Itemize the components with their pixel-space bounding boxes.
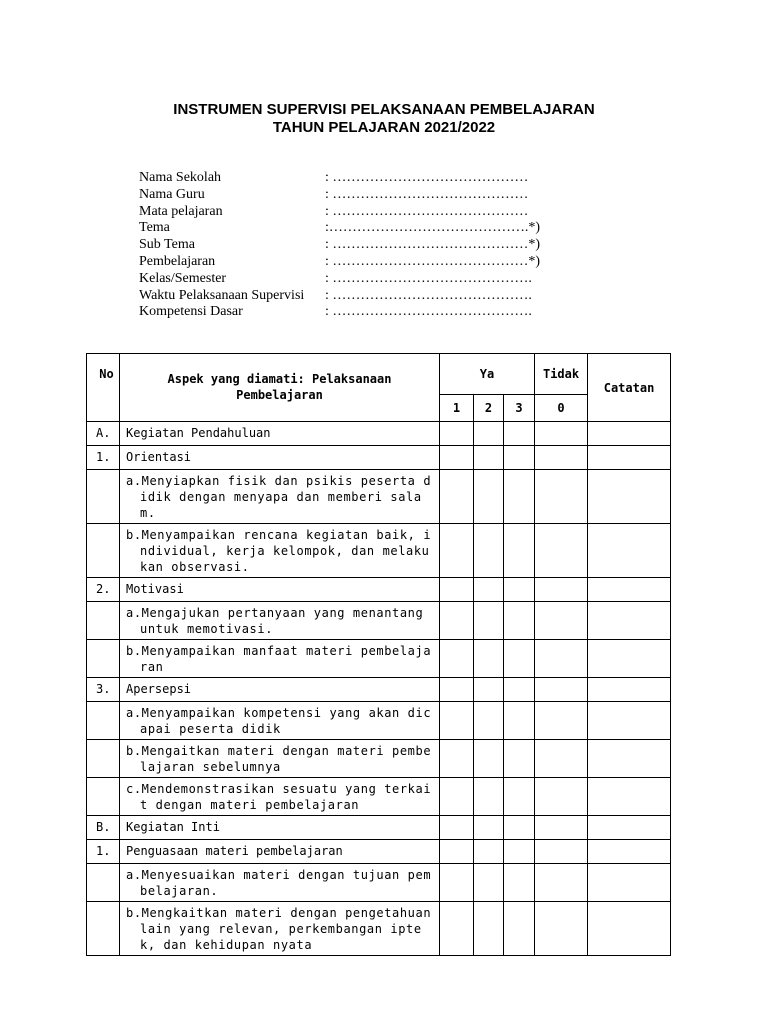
info-row-pembelajaran [139, 254, 540, 271]
row-number [87, 524, 120, 578]
info-label: Sub Tema [139, 237, 195, 253]
score-cell[interactable] [504, 816, 535, 840]
score-cell[interactable] [474, 446, 504, 470]
info-row-kelas-semester [139, 271, 540, 288]
score-cell[interactable] [504, 864, 535, 902]
note-cell[interactable] [588, 578, 671, 602]
score-cell[interactable] [474, 578, 504, 602]
header-score-1: 1 [440, 395, 474, 422]
table-row-section [87, 816, 671, 840]
info-value: : ……………………………………*) [325, 253, 541, 269]
score-cell[interactable] [535, 740, 588, 778]
table-row [87, 778, 671, 816]
row-subsection-title: Penguasaan materi pembelajaran [120, 840, 440, 864]
info-value: : …………………………………… [325, 170, 529, 185]
row-section-title: Kegiatan Inti [120, 816, 440, 840]
score-cell[interactable] [474, 778, 504, 816]
row-number [87, 902, 120, 956]
row-item-text: a.Menyiapkan fisik dan psikis peserta didik dengan menyapa dan memberi salam. [126, 474, 432, 520]
row-number [87, 470, 120, 524]
note-cell[interactable] [588, 902, 671, 956]
score-cell[interactable] [535, 702, 588, 740]
table-row [87, 602, 671, 640]
note-cell[interactable] [588, 446, 671, 470]
row-number: 1. [87, 840, 120, 864]
table-row [87, 524, 671, 578]
score-cell[interactable] [504, 902, 535, 956]
score-cell[interactable] [474, 678, 504, 702]
row-section-title: Kegiatan Pendahuluan [120, 422, 440, 446]
row-item-text: c.Mendemonstrasikan sesuatu yang terkait dengan materi pembelajaran [126, 782, 432, 812]
info-row-tema [139, 220, 540, 237]
row-number [87, 740, 120, 778]
score-cell[interactable] [504, 640, 535, 678]
score-cell[interactable] [440, 702, 474, 740]
info-row-nama-guru [139, 187, 540, 204]
row-item-text: b.Menyampaikan rencana kegiatan baik, individual, kerja kelompok, dan melakukan observasi. [126, 528, 432, 574]
info-row-kompetensi-dasar [139, 304, 540, 321]
score-cell[interactable] [440, 602, 474, 640]
score-cell[interactable] [474, 816, 504, 840]
table-row-subsection [87, 840, 671, 864]
row-number [87, 864, 120, 902]
score-cell[interactable] [535, 640, 588, 678]
info-row-nama-sekolah [139, 170, 540, 187]
note-cell[interactable] [588, 678, 671, 702]
info-value: : ……………………………………. [325, 270, 532, 286]
info-value: :…………………………………….*) [325, 220, 541, 236]
score-cell[interactable] [535, 816, 588, 840]
score-cell[interactable] [504, 578, 535, 602]
document-subtitle: TAHUN PELAJARAN 2021/2022 [272, 119, 496, 136]
score-cell[interactable] [440, 524, 474, 578]
row-number [87, 778, 120, 816]
score-cell[interactable] [535, 524, 588, 578]
table-row-section [87, 422, 671, 446]
header-score-0: 0 [535, 395, 588, 422]
info-label: Waktu Pelaksanaan Supervisi [139, 287, 305, 303]
score-cell[interactable] [474, 840, 504, 864]
score-cell[interactable] [474, 740, 504, 778]
score-cell[interactable] [474, 422, 504, 446]
note-cell[interactable] [588, 702, 671, 740]
row-item-text: b.Mengaitkan materi dengan materi pembelajaran sebelumnya [126, 744, 432, 774]
score-cell[interactable] [504, 840, 535, 864]
info-value: : ……………………………………*) [325, 237, 541, 253]
table-row-subsection [87, 678, 671, 702]
score-cell[interactable] [440, 902, 474, 956]
document-title: INSTRUMEN SUPERVISI PELAKSANAAN PEMBELAJARAN [173, 101, 595, 118]
row-number: A. [87, 422, 120, 446]
score-cell[interactable] [535, 678, 588, 702]
score-cell[interactable] [504, 470, 535, 524]
score-cell[interactable] [440, 422, 474, 446]
score-cell[interactable] [504, 524, 535, 578]
info-label: Mata pelajaran [139, 203, 223, 219]
score-cell[interactable] [474, 902, 504, 956]
score-cell[interactable] [504, 778, 535, 816]
header-ya: Ya [440, 354, 535, 395]
note-cell[interactable] [588, 816, 671, 840]
table-row [87, 740, 671, 778]
header-aspek: Aspek yang diamati: Pelaksanaan Pembelajaran [120, 354, 440, 422]
score-cell[interactable] [440, 778, 474, 816]
note-cell[interactable] [588, 422, 671, 446]
table-row [87, 640, 671, 678]
supervision-table [86, 353, 671, 956]
score-cell[interactable] [440, 740, 474, 778]
score-cell[interactable] [474, 864, 504, 902]
header-score-3: 3 [504, 395, 535, 422]
row-number: 3. [87, 678, 120, 702]
score-cell[interactable] [440, 840, 474, 864]
info-row-waktu-supervisi [139, 288, 540, 305]
note-cell[interactable] [588, 740, 671, 778]
info-value: : …………………………………… [325, 203, 529, 219]
score-cell[interactable] [474, 602, 504, 640]
score-cell[interactable] [535, 602, 588, 640]
row-subsection-title: Apersepsi [120, 678, 440, 702]
score-cell[interactable] [535, 446, 588, 470]
score-cell[interactable] [474, 470, 504, 524]
row-number [87, 702, 120, 740]
header-tidak: Tidak [535, 354, 588, 395]
row-number [87, 640, 120, 678]
info-row-sub-tema [139, 237, 540, 254]
score-cell[interactable] [440, 640, 474, 678]
row-number: B. [87, 816, 120, 840]
score-cell[interactable] [440, 578, 474, 602]
info-label: Kelas/Semester [139, 270, 227, 286]
score-cell[interactable] [474, 524, 504, 578]
score-cell[interactable] [535, 470, 588, 524]
note-cell[interactable] [588, 640, 671, 678]
score-cell[interactable] [504, 740, 535, 778]
table-row-subsection [87, 578, 671, 602]
table-row [87, 864, 671, 902]
info-label: Nama Sekolah [139, 170, 222, 185]
note-cell[interactable] [588, 602, 671, 640]
score-cell[interactable] [474, 640, 504, 678]
row-number: 2. [87, 578, 120, 602]
score-cell[interactable] [535, 840, 588, 864]
header-score-2: 2 [474, 395, 504, 422]
row-item-text: a.Menyampaikan kompetensi yang akan dicapai peserta didik [126, 706, 432, 736]
table-row [87, 702, 671, 740]
info-value: : …………………………………… [325, 186, 529, 202]
header-row [87, 354, 671, 395]
score-cell[interactable] [440, 816, 474, 840]
row-item-text: a.Mengajukan pertanyaan yang menantang untuk memotivasi. [126, 606, 424, 636]
score-cell[interactable] [535, 578, 588, 602]
header-no: No [87, 354, 120, 422]
note-cell[interactable] [588, 778, 671, 816]
score-cell[interactable] [504, 422, 535, 446]
row-subsection-title: Motivasi [120, 578, 440, 602]
info-label: Tema [139, 220, 170, 236]
score-cell[interactable] [535, 778, 588, 816]
row-item-text: b.Mengkaitkan materi dengan pengetahuan lain yang relevan, perkembangan iptek, dan kehidupan nyata [126, 906, 432, 952]
info-value: : ……………………………………. [325, 304, 532, 320]
header-catatan: Catatan [588, 354, 671, 422]
score-cell[interactable] [504, 446, 535, 470]
score-cell[interactable] [440, 446, 474, 470]
note-cell[interactable] [588, 840, 671, 864]
score-cell[interactable] [504, 602, 535, 640]
row-item-text: b.Menyampaikan manfaat materi pembelajaran [126, 644, 432, 674]
score-cell[interactable] [440, 864, 474, 902]
note-cell[interactable] [588, 524, 671, 578]
identity-fields [139, 170, 540, 321]
note-cell[interactable] [588, 470, 671, 524]
score-cell[interactable] [504, 702, 535, 740]
info-label: Pembelajaran [139, 253, 216, 269]
score-cell[interactable] [535, 864, 588, 902]
info-row-mata-pelajaran [139, 204, 540, 221]
score-cell[interactable] [504, 678, 535, 702]
score-cell[interactable] [474, 702, 504, 740]
row-subsection-title: Orientasi [120, 446, 440, 470]
info-value: : ……………………………………. [325, 287, 532, 303]
score-cell[interactable] [440, 470, 474, 524]
row-item-text: a.Menyesuaikan materi dengan tujuan pembelajaran. [126, 868, 432, 898]
table-row [87, 902, 671, 956]
note-cell[interactable] [588, 864, 671, 902]
table-row-subsection [87, 446, 671, 470]
score-cell[interactable] [535, 422, 588, 446]
score-cell[interactable] [440, 678, 474, 702]
info-label: Kompetensi Dasar [139, 304, 243, 320]
row-number [87, 602, 120, 640]
info-label: Nama Guru [139, 186, 205, 202]
row-number: 1. [87, 446, 120, 470]
score-cell[interactable] [535, 902, 588, 956]
table-row [87, 470, 671, 524]
